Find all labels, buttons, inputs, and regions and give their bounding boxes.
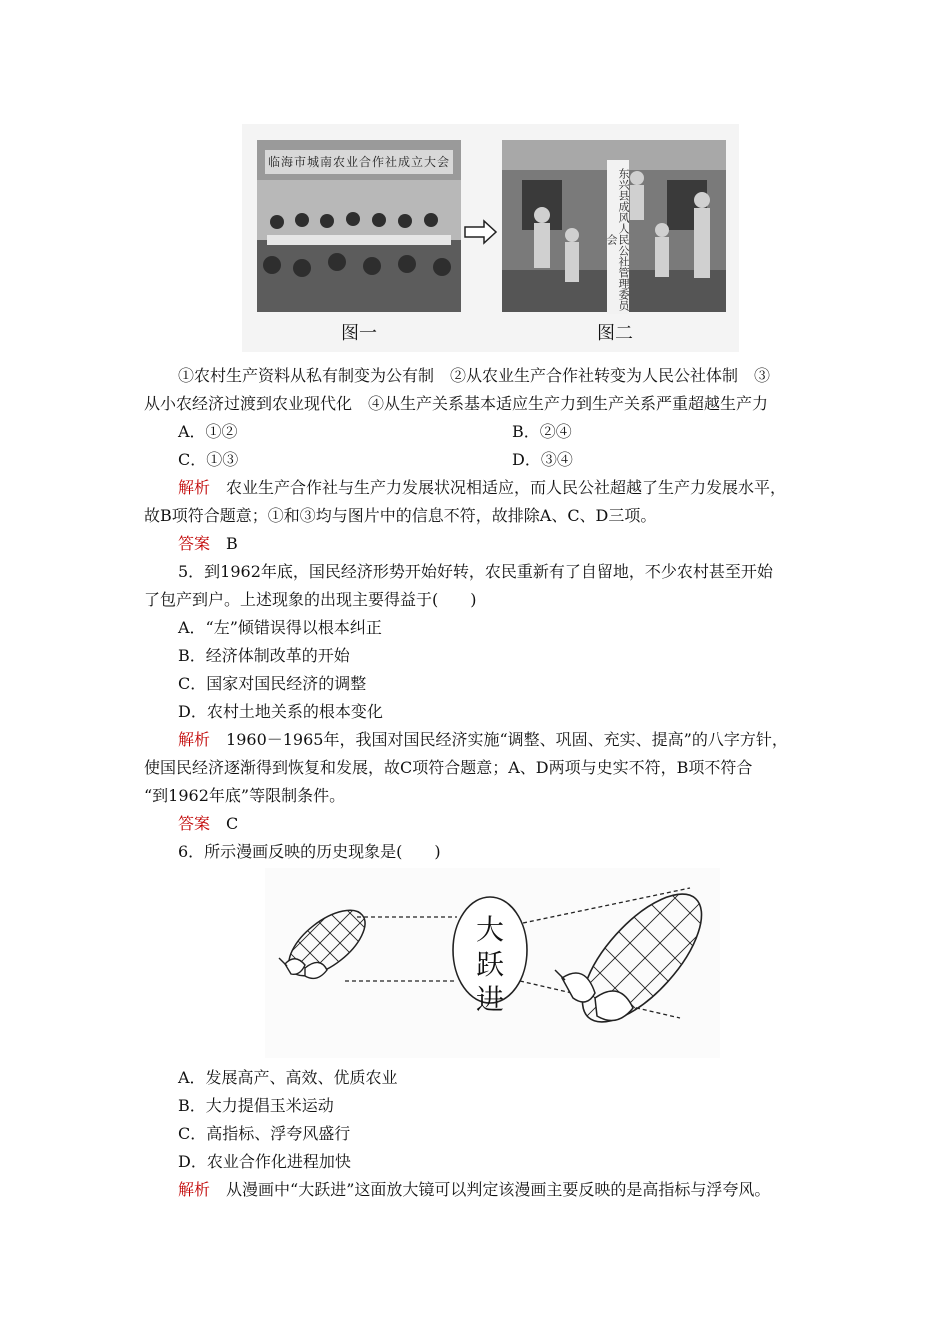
q6-analysis-text: 从漫画中“大跃进”这面放大镜可以判定该漫画主要反映的是高指标与浮夸风。 bbox=[226, 1180, 771, 1199]
q4-answer bbox=[178, 532, 238, 556]
q6-choice-d: D．农业合作化进程加快 bbox=[178, 1152, 351, 1171]
q5-stem-line1: 5．到1962年底，国民经济形势开始好转，农民重新有了自留地，不少农村甚至开始 bbox=[178, 562, 773, 581]
magnifier-char-2: 跃 bbox=[475, 948, 504, 981]
magnifier-char-1: 大 bbox=[475, 913, 504, 946]
great-leap-cartoon bbox=[265, 868, 720, 1058]
cooperative-meeting-photo bbox=[257, 140, 461, 312]
q5-choice-d: D．农村土地关系的根本变化 bbox=[178, 702, 383, 721]
q6-choice-c: C．高指标、浮夸风盛行 bbox=[178, 1124, 351, 1143]
q4-choice-d: D．③④ bbox=[512, 450, 573, 469]
q4-options-line1: ①农村生产资料从私有制变为公有制 ②从农业生产合作社转变为人民公社体制 ③ bbox=[178, 366, 771, 385]
meeting-banner: 临海市城南农业合作社成立大会 bbox=[265, 150, 453, 174]
q5-answer bbox=[178, 812, 238, 836]
q4-options-line2: 从小农经济过渡到农业现代化 ④从生产关系基本适应生产力到生产关系严重超越生产力 bbox=[144, 394, 769, 413]
figure-caption-1: 图一 bbox=[341, 323, 377, 344]
q5-analysis-line2: 使国民经济逐渐得到恢复和发展，故C项符合题意；A、D两项与史实不符，B项不符合 bbox=[144, 758, 753, 777]
q4-choice-b: B．②④ bbox=[512, 422, 572, 441]
q4-answer-value: B bbox=[226, 534, 238, 553]
q5-choice-a: A．“左”倾错误得以根本纠正 bbox=[178, 618, 382, 637]
q4-choice-a: A．①② bbox=[178, 422, 238, 441]
q6-stem: 6．所示漫画反映的历史现象是( ) bbox=[178, 842, 441, 861]
commune-sign-photo bbox=[502, 140, 726, 312]
q5-choice-b: B．经济体制改革的开始 bbox=[178, 646, 350, 665]
q6-analysis bbox=[178, 1178, 770, 1202]
q6-choice-b: B．大力提倡玉米运动 bbox=[178, 1096, 334, 1115]
q4-analysis-text: 农业生产合作社与生产力发展状况相适应，而人民公社超越了生产力发展水平， bbox=[226, 478, 787, 497]
q5-analysis-line3: “到1962年底”等限制条件。 bbox=[144, 786, 346, 805]
figure-caption-2: 图二 bbox=[597, 323, 633, 344]
q4-analysis bbox=[178, 476, 786, 500]
q5-analysis-label: 解析 bbox=[178, 730, 211, 749]
commune-sign: 东兴县成风人民公社管理委员会 bbox=[607, 160, 629, 314]
magnifier-label bbox=[462, 912, 518, 1017]
q5-analysis bbox=[178, 728, 788, 752]
q5-answer-label: 答案 bbox=[178, 814, 211, 833]
q6-analysis-label: 解析 bbox=[178, 1180, 211, 1199]
photo-figure bbox=[242, 124, 739, 352]
arrow-right-icon bbox=[464, 219, 498, 245]
q5-choice-c: C．国家对国民经济的调整 bbox=[178, 674, 367, 693]
q6-choice-a: A．发展高产、高效、优质农业 bbox=[178, 1068, 398, 1087]
q4-answer-label: 答案 bbox=[178, 534, 211, 553]
q4-analysis-line2: 故B项符合题意；①和③均与图片中的信息不符，故排除A、C、D三项。 bbox=[144, 506, 657, 525]
q4-choice-c: C．①③ bbox=[178, 450, 239, 469]
q5-answer-value: C bbox=[226, 814, 239, 833]
magnifier-char-3: 进 bbox=[475, 983, 504, 1016]
q5-analysis-text: 1960－1965年，我国对国民经济实施“调整、巩固、充实、提高”的八字方针， bbox=[226, 730, 788, 749]
q5-stem-line2: 了包产到户。上述现象的出现主要得益于( ) bbox=[144, 590, 477, 609]
q4-analysis-label: 解析 bbox=[178, 478, 211, 497]
